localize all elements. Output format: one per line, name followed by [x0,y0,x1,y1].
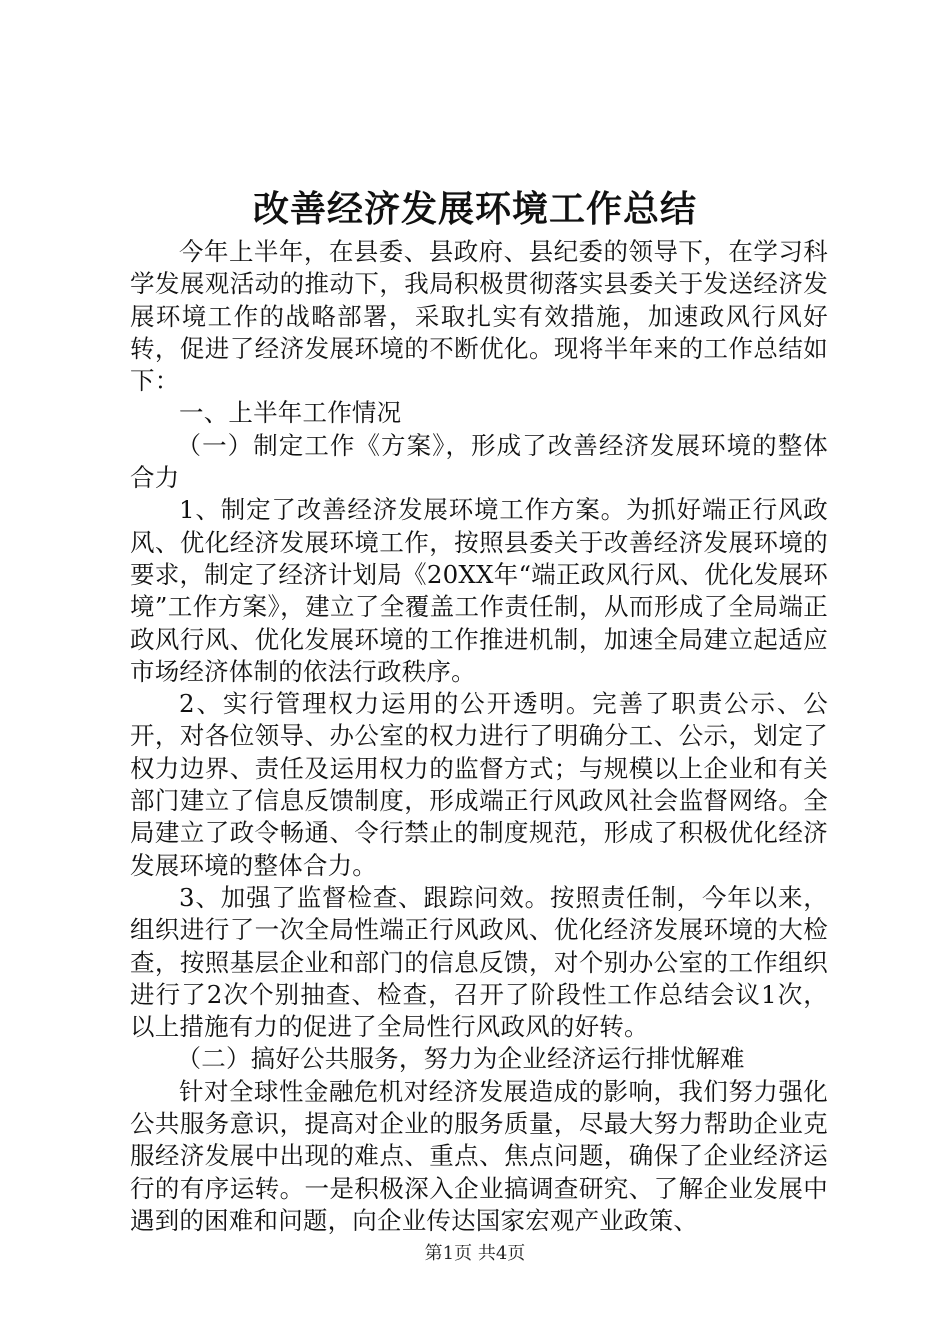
paragraph-item-1: 1、制定了改善经济发展环境工作方案。为抓好端正行风政风、优化经济发展环境工作，按照县委关于改善经济发展环境的要求，制定了经济计划局《20XX年“端正政风行风、优化发展环境”工作方案》，建立了全覆盖工作责任制，从而形成了全局端正政风行风、优化发展环境的工作推进机制，加速全局建立起适应市场经济体制的依法行政秩序。 [130,495,828,686]
paragraph-intro: 今年上半年，在县委、县政府、县纪委的领导下，在学习科学发展观活动的推动下，我局积极贯彻落实县委关于发送经济发展环境工作的战略部署，采取扎实有效措施，加速政风行风好转，促进了经济发展环境的不断优化。现将半年来的工作总结如下： [130,237,828,396]
section-heading-1: 一、上半年工作情况 [179,398,402,428]
document-body [130,236,828,1237]
paragraph-item-2: 2、实行管理权力运用的公开透明。完善了职责公示、公开，对各位领导、办公室的权力进行了明确分工、公示，划定了权力边界、责任及运用权力的监督方式；与规模以上企业和有关部门建立了信息反馈制度，形成端正行风政风社会监督网络。全局建立了政令畅通、令行禁止的制度规范，形成了积极优化经济发展环境的整体合力。 [130,689,828,880]
subsection-heading-2: （二）搞好公共服务，努力为企业经济运行排忧解难 [176,1044,745,1074]
document-title: 改善经济发展环境工作总结 [252,188,697,230]
paragraph-item-3: 3、加强了监督检查、跟踪问效。按照责任制，今年以来，组织进行了一次全局性端正行风政风、优化经济发展环境的大检查，按照基层企业和部门的信息反馈，对个别办公室的工作组织进行了2次个别抽查、检查，召开了阶段性工作总结会议1次，以上措施有力的促进了全局性行风政风的好转。 [130,882,828,1042]
paragraph-services: 针对全球性金融危机对经济发展造成的影响，我们努力强化公共服务意识，提高对企业的服务质量，尽最大努力帮助企业克服经济发展中出现的难点、重点、焦点问题，确保了企业经济运行的有序运转。一是积极深入企业搞调查研究、了解企业发展中遇到的困难和问题，向企业传达国家宏观产业政策、 [130,1076,828,1235]
subsection-heading-1: （一）制定工作《方案》，形成了改善经济发展环境的整体合力 [130,430,828,493]
page-footer: 第1页 共4页 [424,1243,526,1264]
